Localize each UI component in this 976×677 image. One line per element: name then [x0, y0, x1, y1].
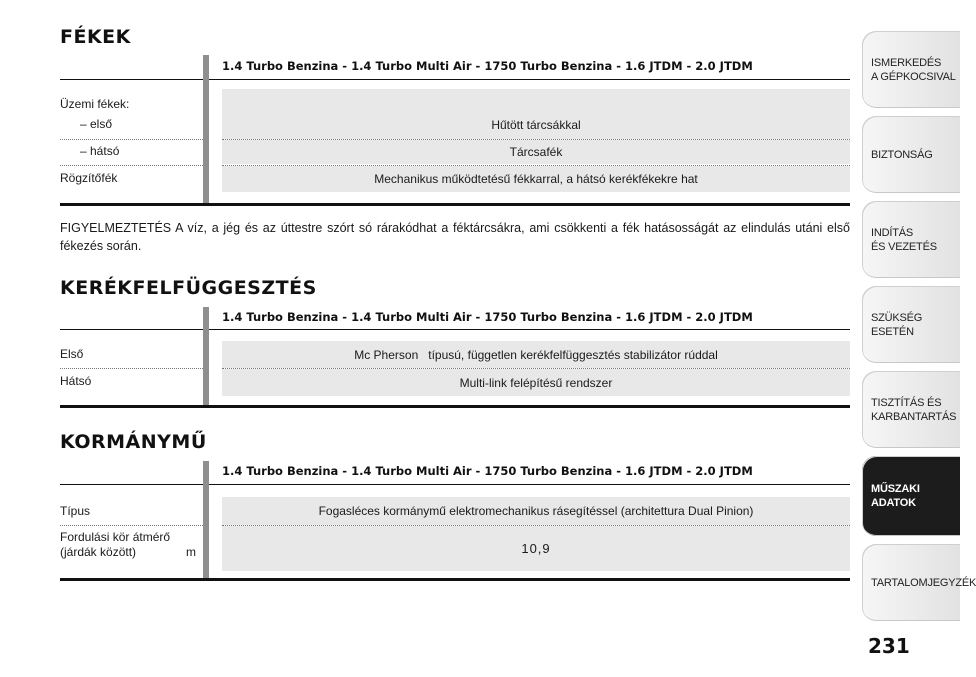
- brakes-models-header: 1.4 Turbo Benzina - 1.4 Turbo Multi Air - 1750 Turbo Benzina - 1.6 JTDM - 2.0 JTDM: [222, 59, 753, 73]
- suspension-table-bottom-rule: [60, 405, 850, 408]
- steering-title: KORMÁNYMŰ: [60, 431, 207, 453]
- suspension-models-header: 1.4 Turbo Benzina - 1.4 Turbo Multi Air - 1750 Turbo Benzina - 1.6 JTDM - 2.0 JTDM: [222, 310, 753, 324]
- nav-tab-starting-driving[interactable]: [862, 201, 960, 278]
- row-separator: [60, 139, 203, 140]
- brakes-title: FÉKEK: [60, 26, 131, 48]
- nav-tab-label: INDÍTÁS ÉS VEZETÉS: [871, 226, 937, 253]
- nav-tab-safety[interactable]: [862, 116, 960, 193]
- steering-row-value: Fogasléces kormánymű elektromechanikus rásegítéssel (architettura Dual Pinion): [222, 497, 850, 525]
- steering-row-unit: m: [186, 545, 196, 559]
- nav-tab-label: SZÜKSÉG ESETÉN: [871, 311, 923, 338]
- row-separator: [60, 165, 203, 166]
- nav-tab-getting-to-know[interactable]: [862, 31, 960, 108]
- brakes-row-label: Rögzítőfék: [60, 171, 118, 185]
- brakes-row-value: Mechanikus működtetésű fékkarral, a hátsó kerékfékekre hat: [222, 166, 850, 192]
- brakes-header-rule-left: [60, 79, 203, 80]
- page-number: 231: [868, 634, 910, 658]
- row-separator: [60, 368, 203, 369]
- nav-tab-label: TARTALOMJEGYZÉK: [871, 576, 976, 589]
- nav-tab-index[interactable]: [862, 544, 976, 621]
- suspension-divider-bar: [203, 307, 209, 407]
- nav-tab-technical-data[interactable]: [862, 456, 960, 536]
- brakes-row-label: – első: [80, 117, 113, 131]
- brakes-group-label: Üzemi fékek:: [60, 97, 130, 111]
- row-separator: [60, 525, 203, 526]
- brakes-divider-bar: [203, 55, 209, 205]
- suspension-row-value: Multi-link felépítésű rendszer: [222, 369, 850, 396]
- nav-tab-label: TISZTÍTÁS ÉS KARBANTARTÁS: [871, 396, 957, 423]
- suspension-row-label: Első: [60, 347, 84, 361]
- brakes-row-value: Tárcsafék: [222, 140, 850, 164]
- steering-row-label-continued: (járdák között): [60, 545, 137, 559]
- nav-tab-maintenance[interactable]: [862, 371, 960, 448]
- steering-divider-bar: [203, 461, 209, 579]
- nav-tab-label: ISMERKEDÉS A GÉPKOCSIVAL: [871, 56, 956, 83]
- steering-table-bottom-rule: [60, 578, 850, 581]
- brakes-warning-text: FIGYELMEZTETÉS A víz, a jég és az úttestre szórt só rárakódhat a féktárcsákra, ami csökkenti a fék hatásosságát az elindulás utáni első fékezés során.: [60, 221, 850, 253]
- brakes-row-label: – hátsó: [80, 144, 120, 158]
- brakes-table-bottom-rule: [60, 203, 850, 206]
- steering-header-rule-right: [209, 484, 850, 485]
- suspension-row-value: Mc Pherson típusú, független kerékfelfüggesztés stabilizátor rúddal: [222, 341, 850, 368]
- steering-row-label: Típus: [60, 504, 91, 518]
- steering-row-value: 10,9: [222, 526, 850, 571]
- suspension-header-rule-left: [60, 329, 203, 330]
- suspension-row-label: Hátsó: [60, 374, 92, 388]
- steering-models-header: 1.4 Turbo Benzina - 1.4 Turbo Multi Air - 1750 Turbo Benzina - 1.6 JTDM - 2.0 JTDM: [222, 464, 753, 478]
- brakes-row-value: Hűtött tárcsákkal: [222, 89, 850, 139]
- nav-tab-label: BIZTONSÁG: [871, 148, 933, 161]
- suspension-title: KERÉKFELFÜGGESZTÉS: [60, 277, 317, 299]
- steering-header-rule-left: [60, 484, 203, 485]
- nav-tab-emergency[interactable]: [862, 286, 960, 363]
- steering-row-label: Fordulási kör átmérő: [60, 530, 171, 544]
- suspension-header-rule-right: [209, 329, 850, 330]
- brakes-header-rule-right: [209, 79, 850, 80]
- nav-tab-label: MŰSZAKI ADATOK: [871, 483, 920, 509]
